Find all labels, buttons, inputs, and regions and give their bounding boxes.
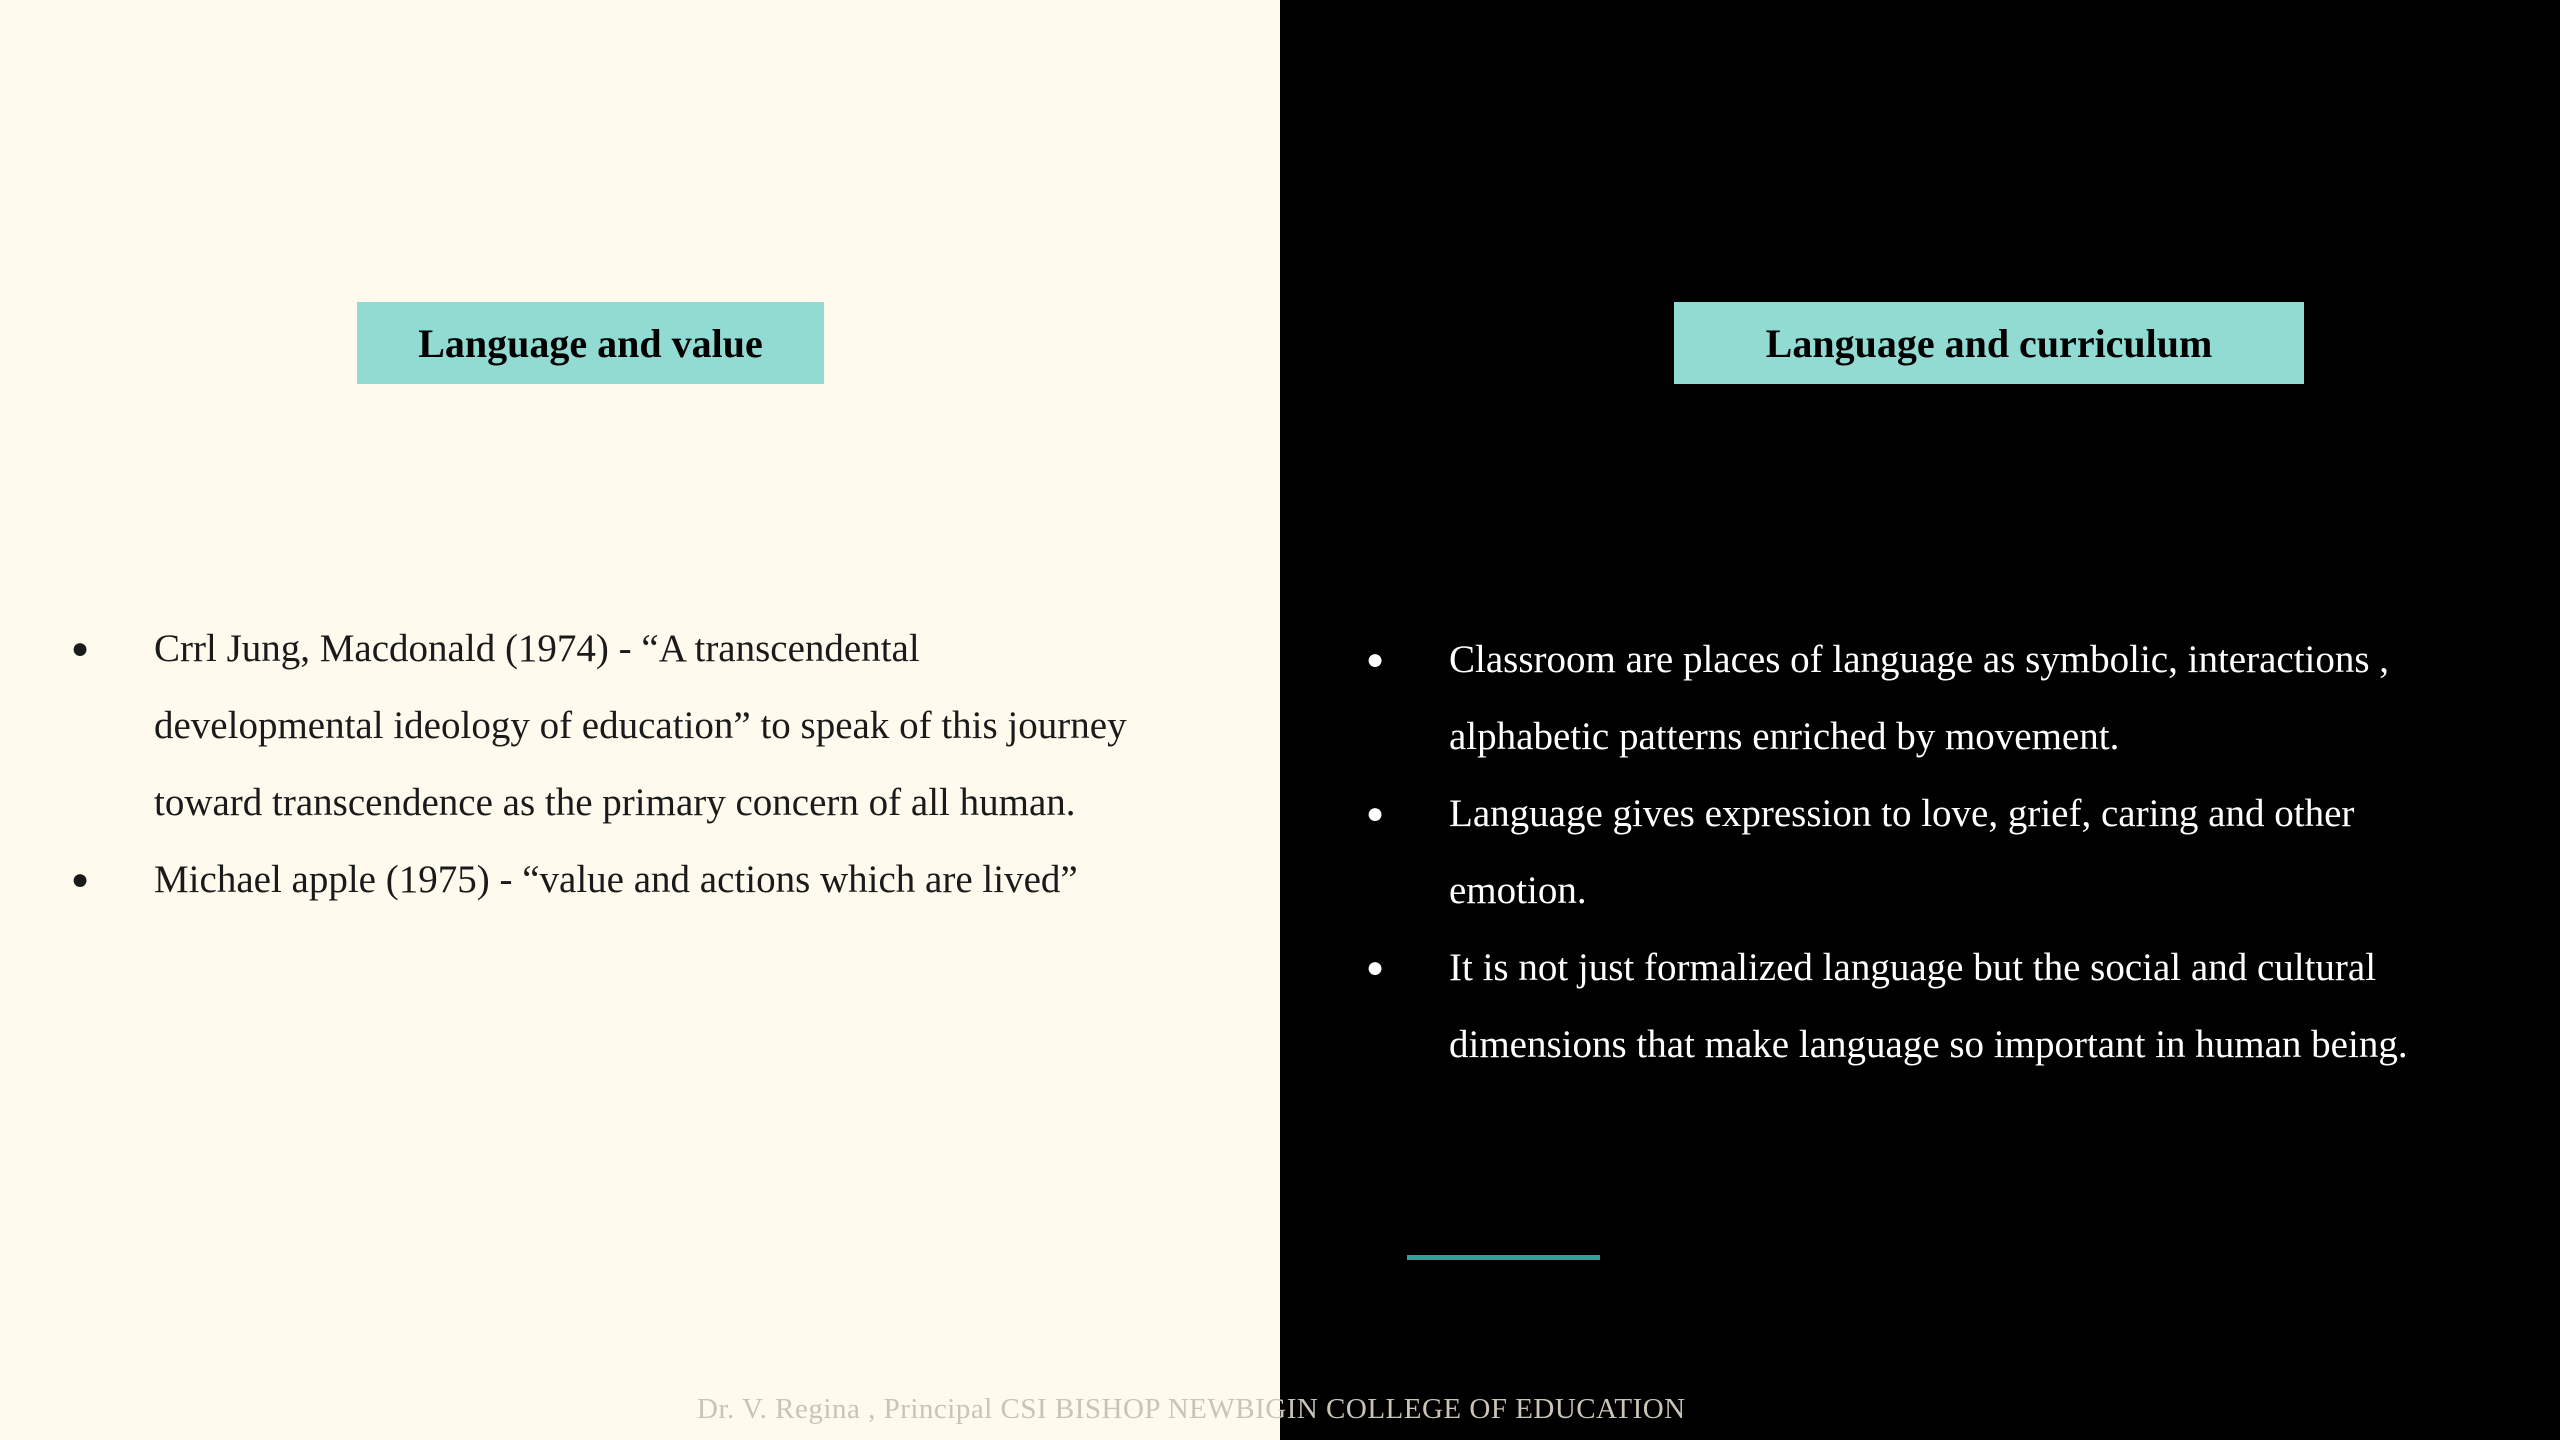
bullet-icon: ● (1365, 643, 1385, 676)
bullet-line: emotion. (1449, 869, 1587, 912)
bullet-icon: ● (70, 632, 90, 665)
right-bullet-list (1365, 621, 2515, 1083)
bullet-line: Michael apple (1975) - “value and actions which are lived” (154, 858, 1078, 901)
bullet-line: Crrl Jung, Macdonald (1974) - “A transcendental (154, 627, 920, 670)
footer-credit: Dr. V. Regina , Principal CSI BISHOP NEWBIGIN COLLEGE OF EDUCATION (697, 1393, 1686, 1425)
left-bullet-list (70, 610, 1240, 918)
bullet-line: Classroom are places of language as symbolic, interactions , (1449, 638, 2390, 681)
bullet-line: Language gives expression to love, grief, caring and other (1449, 792, 2355, 835)
list-item (70, 610, 1240, 841)
bullet-line: dimensions that make language so important in human being. (1449, 1023, 2408, 1066)
list-item (70, 841, 1240, 918)
list-item (1365, 775, 2515, 929)
bullet-icon: ● (1365, 951, 1385, 984)
bullet-line: toward transcendence as the primary concern of all human. (154, 781, 1076, 824)
list-item (1365, 929, 2515, 1083)
left-heading: Language and value (357, 302, 824, 384)
right-heading: Language and curriculum (1674, 302, 2304, 384)
bullet-icon: ● (70, 863, 90, 896)
bullet-line: alphabetic patterns enriched by movement. (1449, 715, 2120, 758)
bullet-line: developmental ideology of education” to speak of this journey (154, 704, 1127, 747)
bullet-icon: ● (1365, 797, 1385, 830)
bullet-line: It is not just formalized language but the social and cultural (1449, 946, 2377, 989)
list-item (1365, 621, 2515, 775)
accent-line (1407, 1255, 1600, 1260)
